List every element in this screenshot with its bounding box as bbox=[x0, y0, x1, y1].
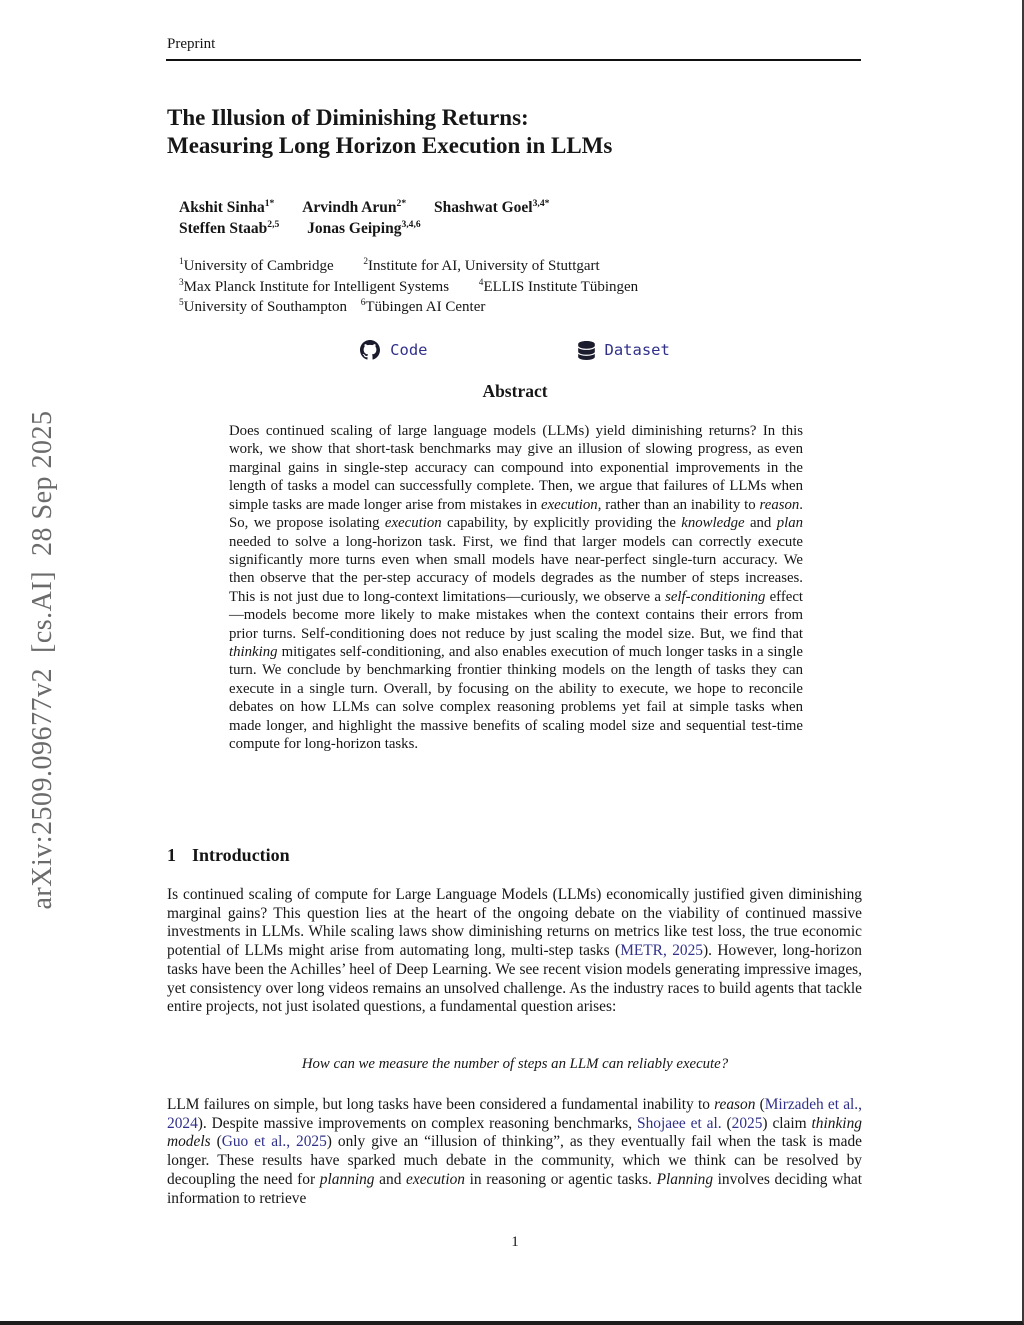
text-segment: Planning bbox=[656, 1170, 714, 1188]
title-line-1: The Illusion of Diminishing Returns: bbox=[167, 105, 529, 130]
author-affil-sup: 3,4* bbox=[532, 197, 550, 209]
text-segment: reason bbox=[759, 496, 800, 513]
citation-link[interactable]: Mirzadeh et al., 2024 bbox=[167, 1096, 862, 1132]
title-line-2: Measuring Long Horizon Execution in LLMs bbox=[167, 133, 613, 159]
author-akshit-sinha bbox=[179, 198, 274, 219]
text-segment: mitigates self-conditioning, and also enables execution of much longer tasks in a single turn. We conclude by benchmarking frontier thinking models on the length of tasks they can execute in a single turn. Overall, by focusing on the ability to execute, we hope to reconcile debates on how LLMs can solve complex reasoning problems yet fail at simple tasks when made longer, and highlight the massive benefits of scaling model size and sequential test-time compute for long-horizon tasks. bbox=[229, 644, 803, 753]
text-segment: needed to solve a long-horizon task. First, we find that larger models can correctly execute significantly more turns even when small models have near-perfect single-turn accuracy. We then observe that the per-step accuracy of models degrades as the number of steps increases. This is not just due to long-context limitations—curiously, we observe a bbox=[229, 533, 803, 605]
code-link-label: Code bbox=[390, 341, 428, 359]
section-number: 1 bbox=[167, 845, 176, 865]
author-name: Arvindh Arun bbox=[302, 199, 397, 216]
text-segment: Does continued scaling of large language models (LLMs) yield diminishing returns? In this work, we show that short-task benchmarks may give an illusion of slowing progress, as even marginal gains in single-step accuracy can compound into exponential improvements in the length of tasks a model can successfully complete. Then, we argue that failures of LLMs when simple tasks are made longer arise from mistakes in bbox=[229, 423, 803, 513]
section-title: Introduction bbox=[192, 845, 290, 865]
section-heading-introduction bbox=[167, 845, 290, 866]
text-segment: knowledge bbox=[681, 515, 745, 532]
text-segment: execution bbox=[384, 515, 442, 532]
text-segment: Is continued scaling of compute for Large Language Models (LLMs) economically justified given diminishing marginal gains? This question lies at the heart of the ongoing debate on the viability of continued massive investments in LLMs. While scaling laws show diminishing returns on metrics like test loss, the true economic potential of LLMs might arise from automating long, multi-step tasks ( bbox=[167, 886, 862, 960]
author-affil-sup: 1* bbox=[264, 197, 275, 209]
author-name: Jonas Geiping bbox=[307, 219, 402, 237]
author-steffen-staab bbox=[179, 219, 279, 240]
citation-link[interactable]: Guo et al., 2025 bbox=[221, 1133, 327, 1151]
text-segment: ( bbox=[755, 1096, 765, 1113]
text-segment: ). Despite massive improvements on complex reasoning benchmarks, bbox=[197, 1114, 638, 1132]
author-jonas-geiping bbox=[307, 219, 421, 240]
text-segment: effect—models become more likely to make mistakes when the context contains their errors from prior turns. Self-conditioning does not reduce by just scaling the model size. But, we find that bbox=[229, 588, 803, 642]
citation-link[interactable]: METR, 2025 bbox=[620, 942, 704, 960]
affiliation-row bbox=[179, 297, 638, 318]
affiliations-block bbox=[179, 256, 638, 318]
intro-paragraph-2 bbox=[167, 1096, 862, 1208]
preprint-label: Preprint bbox=[167, 36, 216, 52]
affiliation: $^3$Max Planck Institute for Intelligent Systems bbox=[179, 277, 450, 295]
text-segment: reason bbox=[714, 1096, 756, 1113]
affiliation: $^2$Institute for AI, University of Stuttgart bbox=[363, 257, 600, 274]
text-segment: execution bbox=[406, 1170, 465, 1188]
affiliation-row bbox=[179, 256, 638, 277]
text-segment: self-conditioning bbox=[665, 588, 766, 605]
paper-title bbox=[167, 104, 612, 160]
text-segment: plan bbox=[776, 515, 803, 532]
author-shashwat-goel bbox=[434, 198, 549, 219]
text-segment: planning bbox=[319, 1170, 375, 1188]
citation-link[interactable]: 2025 bbox=[731, 1114, 763, 1132]
code-link[interactable] bbox=[360, 340, 427, 360]
text-segment: ( bbox=[210, 1133, 222, 1151]
research-question: How can we measure the number of steps an LLM can reliably execute? bbox=[301, 1056, 729, 1072]
text-segment: . So, we propose isolating bbox=[229, 496, 803, 532]
text-segment: ). However, long-horizon tasks have been the Achilles’ heel of Deep Learning. We see recent vision models generating impressive images, yet consistency over long videos remains an unsolved challenge. As the industry races to build agents that tackle entire projects, not just isolated questions, a fundamental question arises: bbox=[167, 942, 863, 1016]
text-segment: LLM failures on simple, but long tasks have been considered a fundamental inability to bbox=[167, 1096, 715, 1113]
author-name: Akshit Sinha bbox=[179, 199, 265, 216]
text-segment: ( bbox=[721, 1114, 732, 1132]
author-affil-sup: 2,5 bbox=[267, 218, 280, 230]
database-icon bbox=[578, 341, 595, 360]
abstract-text bbox=[229, 422, 803, 754]
arxiv-watermark: arXiv:2509.09677v2 [cs.AI] 28 Sep 2025 bbox=[27, 410, 58, 910]
text-segment: and bbox=[744, 515, 777, 532]
text-segment: thinking bbox=[229, 644, 278, 661]
github-icon bbox=[360, 340, 380, 360]
citation-link[interactable]: Shojaee et al. bbox=[637, 1114, 722, 1132]
author-arvindh-arun bbox=[302, 198, 406, 219]
author-affil-sup: 3,4,6 bbox=[401, 218, 421, 230]
text-segment: capability, by explicitly providing the bbox=[441, 515, 682, 532]
affiliation: $^6$Tübingen AI Center bbox=[360, 298, 486, 316]
dataset-link[interactable] bbox=[578, 340, 670, 360]
affiliation: $^5$University of Southampton bbox=[179, 298, 347, 316]
text-segment: in reasoning or agentic tasks. bbox=[465, 1170, 657, 1188]
author-name: Shashwat Goel bbox=[434, 199, 533, 216]
author-name: Steffen Staab bbox=[179, 219, 268, 237]
resource-links bbox=[168, 340, 862, 360]
text-segment: , rather than an inability to bbox=[597, 496, 760, 513]
text-segment: ) claim bbox=[762, 1114, 812, 1132]
abstract-heading: Abstract bbox=[482, 381, 548, 401]
authors-block bbox=[179, 198, 549, 240]
text-segment: involves deciding what information to retrieve bbox=[167, 1170, 863, 1207]
affiliation: $^1$University of Cambridge bbox=[179, 257, 334, 274]
affiliation: $^4$ELLIS Institute Tübingen bbox=[478, 277, 639, 295]
author-row bbox=[179, 219, 549, 240]
text-segment: ) only give an “illusion of thinking”, as they eventually fail when the task is made longer. These results have sparked much debate in the community, which we think can be resolved by decoupling the need for bbox=[167, 1133, 862, 1188]
text-segment: and bbox=[374, 1170, 407, 1188]
author-affil-sup: 2* bbox=[396, 197, 407, 209]
text-segment: execution bbox=[541, 496, 598, 513]
page-number: 1 bbox=[511, 1234, 519, 1250]
dataset-link-label: Dataset bbox=[604, 341, 670, 359]
author-row bbox=[179, 198, 549, 219]
header-rule bbox=[166, 59, 861, 61]
text-segment: thinking models bbox=[167, 1114, 862, 1151]
affiliation-row bbox=[179, 277, 638, 298]
intro-paragraph-1 bbox=[167, 886, 862, 1017]
